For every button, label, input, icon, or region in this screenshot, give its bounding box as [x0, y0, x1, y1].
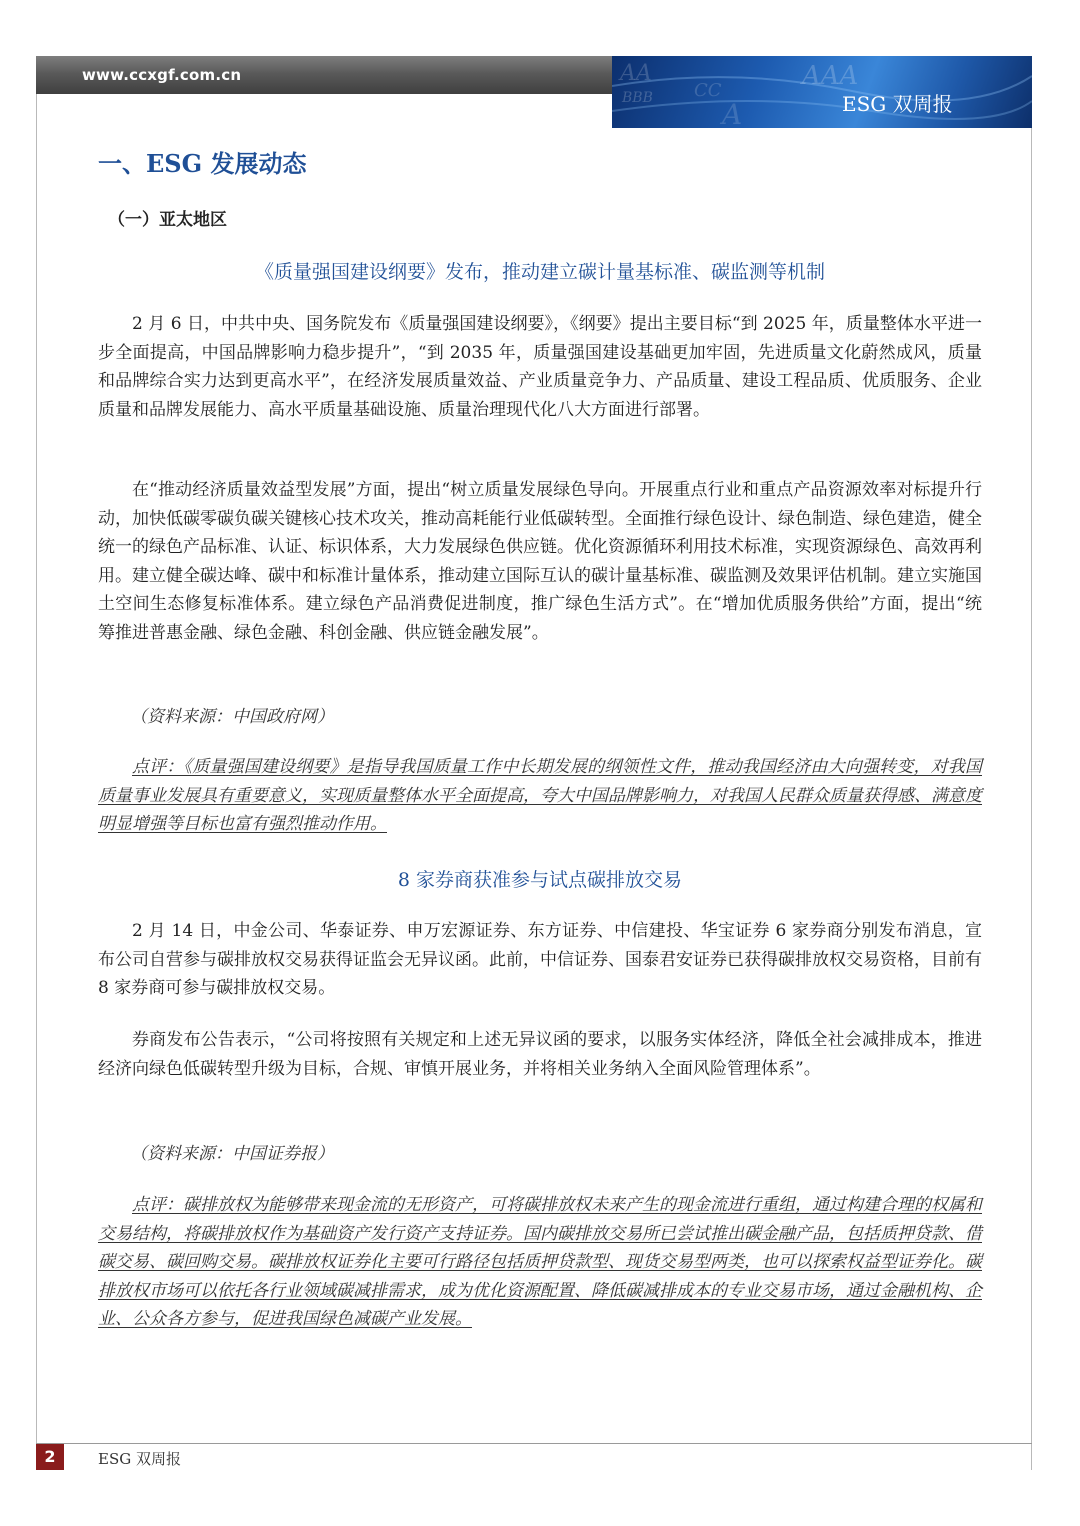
article-1-comment: 点评：《质量强国建设纲要》是指导我国质量工作中长期发展的纲领性文件，推动我国经济由大向强转变，对我国质量事业发展具有重要意义，实现质量整体水平全面提高，夸大中国品牌影响力，对我国人民群众质量获得感、满意度明显增强等目标也富有强烈推动作用。 — [98, 757, 982, 834]
article-2-paragraph-2: 券商发布公告表示，“公司将按照有关规定和上述无异议函的要求，以服务实体经济，降低全社会减排成本，推进经济向绿色低碳转型升级为目标，合规、审慎开展业务，并将相关业务纳入全面风险管理体系”。 — [98, 1030, 982, 1079]
article-1-paragraph-1: 2 月 6 日，中共中央、国务院发布《质量强国建设纲要》，《纲要》提出主要目标“到 2025 年，质量整体水平进一步全面提高，中国品牌影响力稳步提升”，“到 2035 年，质量强国建设基础更加牢固，先进质量文化蔚然成风，质量和品牌综合实力达到更高水平”，在经济发展质量效益、产业质量竞争力、产品质量、建设工程品质、优质服务、企业质量和品牌发展能力、高水平质量基础设施、质量治理现代化八大方面进行部署。 — [98, 314, 982, 420]
section-title: 一、ESG 发展动态 — [98, 149, 307, 178]
deco-letter-1: BBB — [622, 90, 653, 106]
subsection-title: （一）亚太地区 — [108, 210, 227, 230]
deco-letter-4: AAA — [802, 61, 859, 91]
article-2-paragraph-1: 2 月 14 日，中金公司、华泰证券、申万宏源证券、东方证券、中信建投、华宝证券 6 家券商分别发布消息，宣布公司自营参与碳排放权交易获得证监会无异议函。此前，中信证券、国泰君安证券已获得碳排放权交易资格，目前有 8 家券商可参与碳排放权交易。 — [98, 921, 982, 998]
deco-letter-3: A — [722, 98, 743, 128]
article-2-headline: 8 家券商获准参与试点碳排放交易 — [397, 869, 683, 891]
banner-title: ESG 双周报 — [842, 92, 953, 116]
deco-letter-2: CC — [694, 80, 722, 101]
footer-label: ESG 双周报 — [98, 1450, 181, 1468]
article-1-paragraph-2: 在“推动经济质量效益型发展”方面，提出“树立质量发展绿色导向。开展重点行业和重点产品资源效率对标提升行动，加快低碳零碳负碳关键核心技术攻关，推动高耗能行业低碳转型。全面推行绿色设计、绿色制造、绿色建造，健全统一的绿色产品标准、认证、标识体系，大力发展绿色供应链。优化资源循环利用技术标准，实现资源绿色、高效再利用。建立健全碳达峰、碳中和标准计量体系，推动建立国际互认的碳计量基标准、碳监测及效果评估机制。建立实施国土空间生态修复标准体系。建立绿色产品消费促进制度，推广绿色生活方式”。在“增加优质服务供给”方面，提出“统筹推进普惠金融、绿色金融、科创金融、供应链金融发展”。 — [98, 480, 982, 643]
rating-letters-decoration — [612, 56, 1032, 128]
article-1-source: （资料来源：中国政府网） — [130, 707, 334, 727]
deco-letter-0: AA — [620, 61, 652, 86]
article-1-headline: 《质量强国建设纲要》发布，推动建立碳计量基标准、碳监测等机制 — [254, 261, 825, 283]
header-banner — [612, 56, 1032, 128]
header-url[interactable]: www.ccxgf.com.cn — [82, 66, 242, 84]
article-2-source: （资料来源：中国证券报） — [130, 1144, 334, 1164]
footer-divider — [36, 1443, 1032, 1444]
page-number: 2 — [36, 1444, 64, 1470]
article-2-comment: 点评：碳排放权为能够带来现金流的无形资产，可将碳排放权未来产生的现金流进行重组，通过构建合理的权属和交易结构，将碳排放权作为基础资产发行资产支持证券。国内碳排放交易所已尝试推出碳金融产品，包括质押贷款、借碳交易、碳回购交易。碳排放权证券化主要可行路径包括质押贷款型、现货交易型两类，也可以探索权益型证券化。碳排放权市场可以依托各行业领域碳减排需求，成为优化资源配置、降低碳减排成本的专业交易市场，通过金融机构、企业、公众各方参与，促进我国绿色减碳产业发展。 — [98, 1195, 982, 1329]
